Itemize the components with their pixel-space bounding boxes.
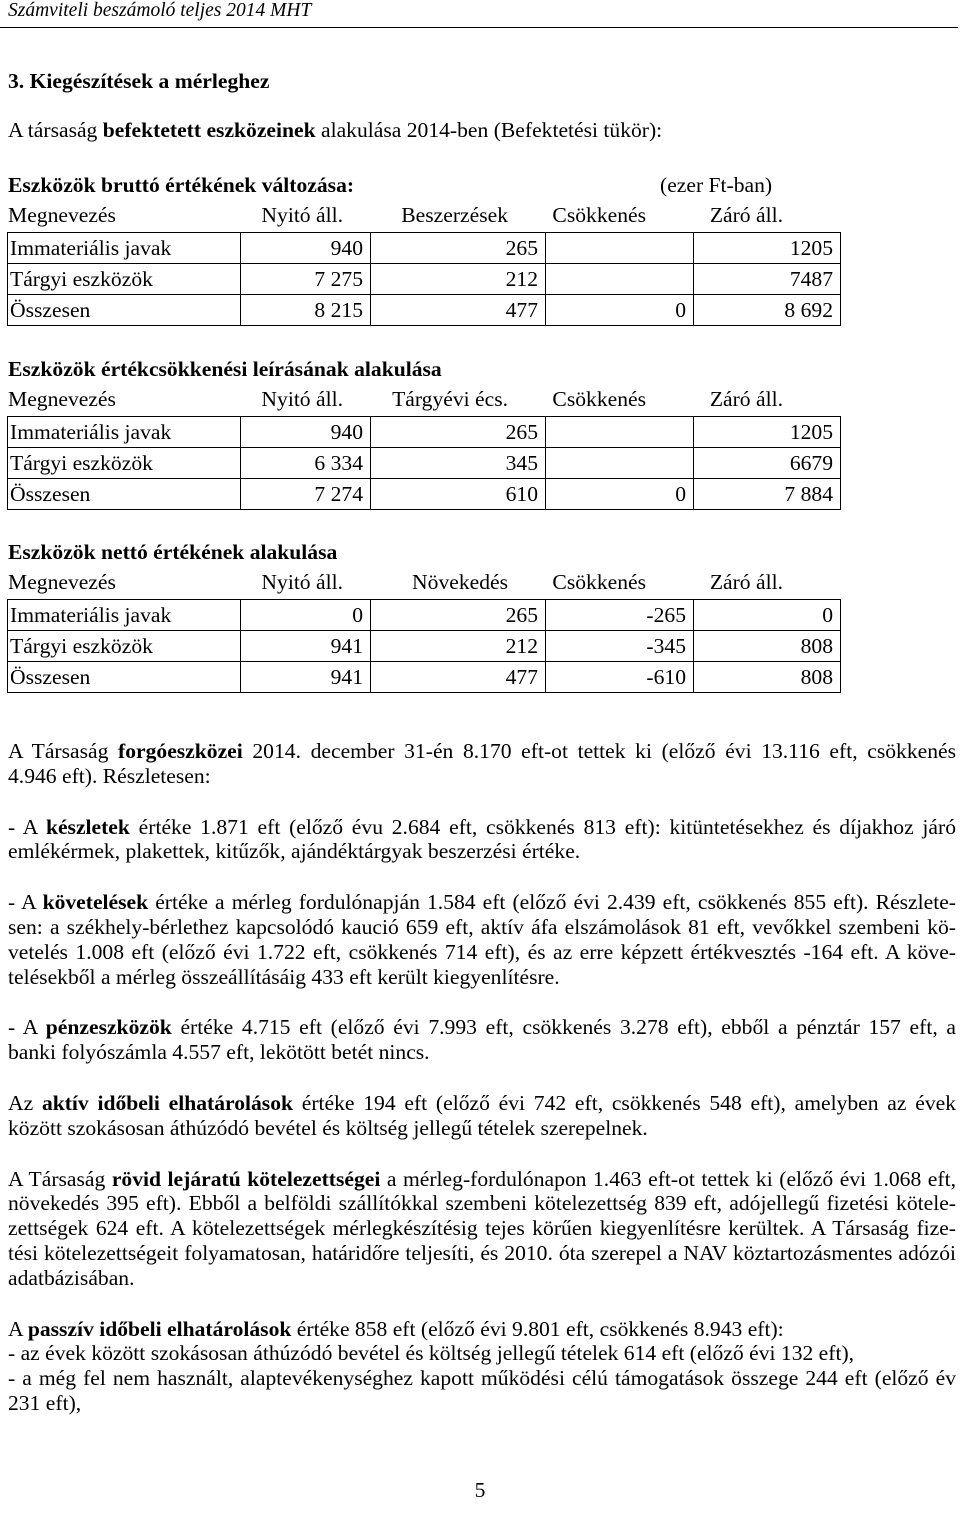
list-item: [8, 1341, 956, 1366]
text-block: [8, 1091, 956, 1141]
data-table: [7, 232, 841, 326]
text-run: A Társaság: [8, 739, 119, 763]
text-run: Az: [8, 1090, 42, 1115]
text-line: [8, 965, 956, 990]
text-run: értéke 858 eft (előző évi 9.801 eft, csökkenés 8.943 eft):: [291, 1316, 784, 1341]
table-cell: -610: [546, 662, 694, 693]
notes-text: [8, 739, 956, 1442]
text-run: - a még fel nem használt, alaptevékenységhez kapott működési célú támogatások összege 244 eft (előző év: [8, 1366, 956, 1391]
table-header-row: [7, 387, 790, 416]
data-table-body: [8, 600, 841, 693]
paragraph: [8, 890, 956, 989]
table-cell: 265: [371, 233, 546, 264]
text-run: A társaság: [8, 118, 103, 142]
table-cell: [546, 233, 694, 264]
table-row: [8, 479, 841, 510]
text-run: között szokásosan áthúzódó bevétel és költség jellegű tételek szerepelnek.: [8, 1115, 648, 1140]
column-header: Csökkenés: [552, 203, 646, 227]
text-run: értéke 1.871 eft (előző évu 2.684 eft, csökkenés 813 eft): kitüntetésekhez és díjakhoz járó: [129, 814, 956, 839]
column-header: Nyitó áll.: [261, 570, 343, 594]
paragraph: [8, 815, 956, 865]
table-cell: 0: [694, 600, 841, 631]
table-cell: 0: [546, 295, 694, 326]
depreciation-table: [7, 357, 833, 510]
table-cell: 940: [241, 233, 371, 264]
table-cell: 808: [694, 662, 841, 693]
text-run: vetelés 1.008 eft (előző évi 1.722 eft, csökkenés 714 eft), és az erre képzett értékvesztés -164 eft. A köve-: [8, 939, 956, 964]
text-run: 2014. december 31-én 8.170 eft-ot tettek ki (előző évi 13.116 eft, csökkenés: [242, 739, 956, 763]
text-run: adatbázisában.: [8, 1265, 135, 1290]
text-block: [8, 739, 956, 789]
text-run: - az évek között szokásosan áthúzódó bevétel és költség jellegű tételek 614 eft (előző évi 132 eft),: [8, 1341, 855, 1366]
page-number: 5: [474, 1478, 486, 1502]
header-rule: [0, 27, 958, 28]
text-run: értéke 4.715 eft (előző évi 7.993 eft, csökkenés 3.278 eft), ebből a pénztár 157 eft, a: [171, 1015, 956, 1040]
table-cell: 8 692: [694, 295, 841, 326]
table-cell: 0: [241, 600, 371, 631]
table-header-row: [7, 570, 790, 599]
table-cell: 941: [241, 662, 371, 693]
text-line: [8, 1015, 956, 1040]
table-unit: (ezer Ft-ban): [660, 173, 773, 197]
text-line: [8, 1116, 956, 1141]
text-run: telésekből a mérleg összeállításáig 433 eft került kiegyenlítésre.: [8, 964, 560, 989]
column-header: Nyitó áll.: [261, 203, 343, 227]
text-run: A Társaság: [8, 1166, 112, 1191]
paragraph: [8, 1317, 956, 1416]
row-label: Tárgyi eszközök: [8, 631, 241, 662]
table-cell: 0: [546, 479, 694, 510]
table-cell: 7 884: [694, 479, 841, 510]
section-title: 3. Kiegészítések a mérleghez: [8, 69, 270, 93]
net-value-table: [7, 540, 833, 693]
row-label: Összesen: [8, 479, 241, 510]
text-block: [8, 1317, 956, 1342]
text-block: [8, 1015, 956, 1065]
text-run: a mérleg-fordulónapon 1.463 eft-ot tettek ki (előző évi 1.068 eft,: [380, 1166, 956, 1191]
bold-term: befektetett eszközeinek: [102, 118, 316, 142]
row-label: Összesen: [8, 662, 241, 693]
column-header: Tárgyévi écs.: [392, 387, 508, 411]
data-table-body: [8, 233, 841, 326]
text-run: - A: [8, 890, 43, 915]
text-line: [8, 1391, 956, 1416]
row-label: Tárgyi eszközök: [8, 448, 241, 479]
text-line: [8, 915, 956, 940]
table-cell: 941: [241, 631, 371, 662]
text-run: zettségek 624 eft. A kötelezettségek mérlegkészítésig tejes körűen kiegyenlítésre kerültek. A Társaság fize-: [8, 1216, 956, 1241]
data-table: [7, 416, 841, 510]
paragraph: [8, 1015, 956, 1065]
text-line: [8, 890, 956, 915]
table-cell: 212: [371, 631, 546, 662]
data-table-body: [8, 417, 841, 510]
text-run: alakulása 2014-ben (Befektetési tükör):: [315, 118, 663, 142]
column-header: Csökkenés: [552, 570, 646, 594]
table-title: Eszközök bruttó értékének változása:: [8, 173, 355, 197]
bold-term: forgóeszközei: [118, 739, 243, 763]
table-cell: -345: [546, 631, 694, 662]
text-line: [8, 1091, 956, 1116]
table-cell: 477: [371, 662, 546, 693]
text-line: [8, 764, 956, 789]
table-row: [8, 662, 841, 693]
text-line: [8, 1366, 956, 1391]
column-header: Növekedés: [412, 570, 508, 594]
table-cell: 808: [694, 631, 841, 662]
column-header: Záró áll.: [709, 570, 783, 594]
column-header: Megnevezés: [8, 570, 116, 594]
table-row: [8, 600, 841, 631]
running-header: Számviteli beszámoló teljes 2014 MHT: [8, 0, 312, 21]
table-row: [8, 631, 841, 662]
table-title: Eszközök nettó értékének alakulása: [8, 540, 338, 564]
text-line: [8, 839, 956, 864]
table-cell: 6679: [694, 448, 841, 479]
text-run: - A: [8, 1015, 46, 1040]
column-header: Csökkenés: [552, 387, 646, 411]
table-cell: [546, 448, 694, 479]
text-run: A: [8, 1316, 28, 1341]
gross-value-table: [7, 173, 833, 326]
table-cell: -265: [546, 600, 694, 631]
text-line: [8, 1241, 956, 1266]
paragraph: [8, 1167, 956, 1291]
text-line: [8, 1317, 956, 1342]
column-header: Záró áll.: [709, 387, 783, 411]
text-line: [8, 1216, 956, 1241]
table-row: [8, 264, 841, 295]
list-item: [8, 1366, 956, 1416]
table-cell: 7 274: [241, 479, 371, 510]
row-label: Immateriális javak: [8, 417, 241, 448]
text-run: értéke a mérleg fordulónapján 1.584 eft (előző évi 2.439 eft, csökkenés 855 eft). Részlete-: [148, 890, 956, 915]
table-cell: 1205: [694, 417, 841, 448]
table-cell: 7487: [694, 264, 841, 295]
column-header: Beszerzések: [401, 203, 508, 227]
column-header: Nyitó áll.: [261, 387, 343, 411]
table-cell: 8 215: [241, 295, 371, 326]
table-header-row: [7, 203, 790, 232]
table-cell: 345: [371, 448, 546, 479]
text-run: tési kötelezettségeit folyamatosan, határidőre teljesíti, és 2010. óta szerepel a NAV köztartozásmentes adózói: [8, 1240, 956, 1265]
text-block: [8, 890, 956, 989]
text-run: 4.946 eft). Részletesen:: [8, 763, 211, 788]
text-line: [8, 1341, 956, 1366]
row-label: Tárgyi eszközök: [8, 264, 241, 295]
row-label: Összesen: [8, 295, 241, 326]
bold-term: aktív időbeli elhatárolások: [41, 1090, 294, 1115]
table-cell: 940: [241, 417, 371, 448]
text-line: [8, 1040, 956, 1065]
text-run: banki folyószámla 4.557 eft, lekötött betét nincs.: [8, 1040, 430, 1065]
table-row: [8, 448, 841, 479]
table-row: [8, 417, 841, 448]
paragraph: [8, 739, 956, 789]
table-cell: 610: [371, 479, 546, 510]
table-title: Eszközök értékcsökkenési leírásának alakulása: [8, 357, 442, 381]
table-row: [8, 295, 841, 326]
text-line: [8, 739, 956, 764]
column-header: Megnevezés: [8, 203, 116, 227]
text-run: emlékérmek, plakettek, kitűzők, ajándéktárgyak beszerzési értéke.: [8, 839, 581, 864]
text-line: [8, 940, 956, 965]
bold-term: pénzeszközök: [45, 1015, 172, 1040]
table-cell: 1205: [694, 233, 841, 264]
bold-term: rövid lejáratú kötelezettségei: [111, 1166, 381, 1191]
paragraph: [8, 1091, 956, 1141]
text-block: [8, 815, 956, 865]
text-block: [8, 1167, 956, 1291]
data-table: [7, 599, 841, 693]
text-run: 231 eft),: [8, 1390, 82, 1415]
table-row: [8, 233, 841, 264]
table-cell: 7 275: [241, 264, 371, 295]
text-run: - A: [8, 814, 46, 839]
table-cell: [546, 264, 694, 295]
bold-term: passzív időbeli elhatárolások: [27, 1316, 292, 1341]
text-line: [8, 1167, 956, 1192]
table-cell: 265: [371, 600, 546, 631]
bold-term: követelések: [42, 890, 149, 915]
text-run: sen: a székhely-bérlethez kapcsolódó kaució 659 eft, aktív áfa elszámolások 81 eft, vevőkkel szembeni kö-: [8, 914, 956, 939]
intro-line: [8, 118, 662, 143]
row-label: Immateriális javak: [8, 600, 241, 631]
text-run: értéke 194 eft (előző évi 742 eft, csökkenés 548 eft), amelyben az évek: [293, 1090, 956, 1115]
text-run: növekedés 395 eft). Ebből a belföldi szállítókkal szembeni kötelezettség 839 eft, adójellegű fizetési kötele-: [8, 1191, 956, 1216]
text-line: [8, 1191, 956, 1216]
text-line: [8, 815, 956, 840]
table-cell: 265: [371, 417, 546, 448]
table-cell: 212: [371, 264, 546, 295]
column-header: Záró áll.: [709, 203, 783, 227]
table-cell: 6 334: [241, 448, 371, 479]
table-cell: 477: [371, 295, 546, 326]
column-header: Megnevezés: [8, 387, 116, 411]
table-cell: [546, 417, 694, 448]
text-line: [8, 1266, 956, 1291]
row-label: Immateriális javak: [8, 233, 241, 264]
bold-term: készletek: [45, 814, 130, 839]
